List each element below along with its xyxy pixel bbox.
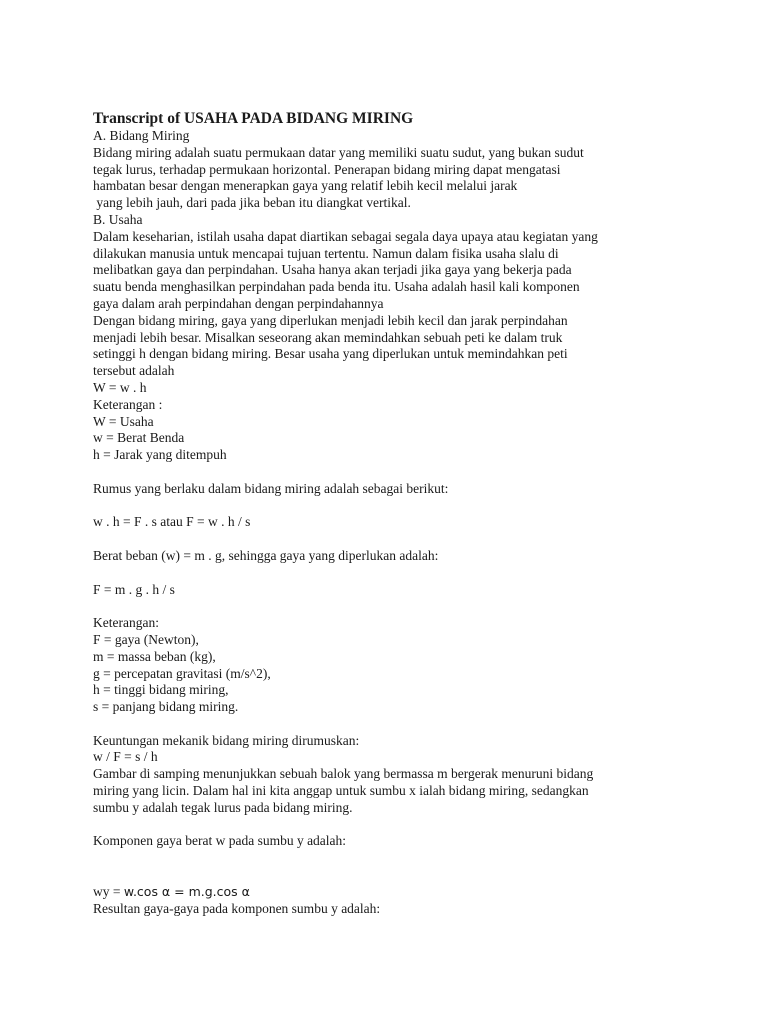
text-line: h = Jarak yang ditempuh — [93, 447, 227, 463]
text-line: Keuntungan mekanik bidang miring dirumuskan: — [93, 732, 360, 748]
document-title: Transcript of USAHA PADA BIDANG MIRING — [93, 110, 414, 127]
equation-wy — [93, 884, 693, 901]
text-line: Bidang miring adalah suatu permukaan datar yang memiliki suatu sudut, yang bukan sudut — [93, 144, 584, 160]
text-line: F = gaya (Newton), — [93, 631, 199, 647]
text-line: Komponen gaya berat w pada sumbu y adalah: — [93, 833, 347, 849]
text-line: W = Usaha — [93, 413, 154, 429]
text-line: Gambar di samping menunjukkan sebuah balok yang bermassa m bergerak menuruni bidang — [93, 766, 594, 782]
text-line: w . h = F . s atau F = w . h / s — [93, 514, 251, 530]
text-line: w / F = s / h — [93, 749, 158, 765]
text-line: Rumus yang berlaku dalam bidang miring adalah sebagai berikut: — [93, 480, 449, 496]
text-line: h = tinggi bidang miring, — [93, 682, 229, 698]
text-line: gaya dalam arah perpindahan dengan perpindahannya — [93, 295, 384, 311]
equation-wy-expression: w.cos α = m.g.cos α — [123, 883, 250, 899]
text-line: A. Bidang Miring — [93, 128, 190, 143]
equation-wy-prefix: wy = — [93, 883, 124, 899]
text-line: m = massa beban (kg), — [93, 648, 216, 664]
text-line: s = panjang bidang miring. — [93, 699, 239, 715]
text-line: tersebut adalah — [93, 363, 175, 379]
text-line: F = m . g . h / s — [93, 581, 175, 597]
text-line: miring yang licin. Dalam hal ini kita anggap untuk sumbu x ialah bidang miring, sedangkan — [93, 783, 589, 799]
blank-line — [93, 598, 693, 615]
text-line: g = percepatan gravitasi (m/s^2), — [93, 665, 271, 681]
text-line: hambatan besar dengan menerapkan gaya yang relatif lebih kecil melalui jarak — [93, 178, 518, 194]
document-page — [93, 110, 693, 917]
text-line: melibatkan gaya dan perpindahan. Usaha hanya akan terjadi jika gaya yang bekerja pada — [93, 262, 572, 278]
blank-line — [93, 850, 693, 867]
text-line: Dalam keseharian, istilah usaha dapat diartikan sebagai segala daya upaya atau kegiatan yang — [93, 228, 598, 244]
text-line: w = Berat Benda — [93, 430, 185, 446]
text-line: dilakukan manusia untuk mencapai tujuan tertentu. Namun dalam fisika usaha slalu di — [93, 245, 559, 261]
text-line: Keterangan : — [93, 396, 163, 412]
text-line: menjadi lebih besar. Misalkan seseorang akan memindahkan sebuah peti ke dalam truk — [93, 329, 563, 345]
text-line: W = w . h — [93, 379, 147, 395]
text-line: Resultan gaya-gaya pada komponen sumbu y adalah: — [93, 900, 381, 916]
text-line: yang lebih jauh, dari pada jika beban itu diangkat vertikal. — [93, 195, 411, 211]
text-line: setinggi h dengan bidang miring. Besar usaha yang diperlukan untuk memindahkan peti — [93, 346, 568, 362]
blank-line — [93, 498, 693, 515]
document-body — [93, 128, 693, 917]
text-line: sumbu y adalah tegak lurus pada bidang miring. — [93, 799, 353, 815]
text-line: Keterangan: — [93, 615, 159, 631]
blank-line — [93, 817, 693, 834]
text-line: suatu benda menghasilkan perpindahan pada benda itu. Usaha adalah hasil kali komponen — [93, 279, 580, 295]
blank-line — [93, 531, 693, 548]
blank-line — [93, 464, 693, 481]
blank-line — [93, 867, 693, 884]
text-line: Berat beban (w) = m . g, sehingga gaya yang diperlukan adalah: — [93, 547, 439, 563]
text-line: B. Usaha — [93, 211, 143, 227]
text-line: tegak lurus, terhadap permukaan horizontal. Penerapan bidang miring dapat mengatasi — [93, 161, 561, 177]
blank-line — [93, 716, 693, 733]
blank-line — [93, 565, 693, 582]
text-line: Dengan bidang miring, gaya yang diperlukan menjadi lebih kecil dan jarak perpindahan — [93, 312, 568, 328]
